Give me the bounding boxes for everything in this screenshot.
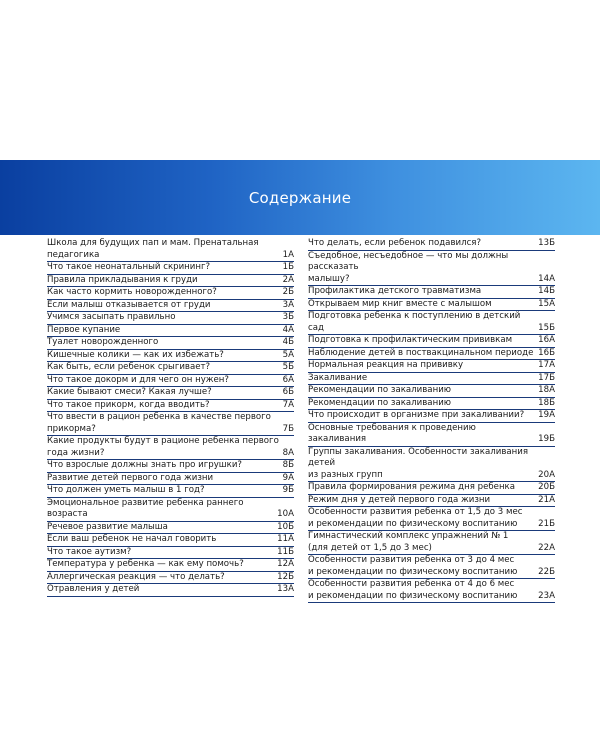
toc-entry[interactable] — [47, 300, 294, 313]
toc-entry-title: Как быть, если ребенок срыгивает? — [47, 362, 211, 372]
toc-entry[interactable] — [308, 555, 555, 579]
toc-entry[interactable] — [47, 498, 294, 522]
toc-entry-title: Что должен уметь малыш в 1 год? — [47, 485, 205, 495]
toc-entry-page: 20А — [538, 469, 555, 480]
toc-entry-page: 18Б — [538, 397, 555, 408]
toc-entry[interactable] — [308, 447, 555, 483]
toc-entry-title: Первое купание — [47, 324, 121, 335]
page-title: Содержание — [248, 188, 352, 207]
toc-entry-page: 22Б — [538, 566, 555, 577]
toc-entry-title: Подготовка к профилактическим прививкам — [308, 335, 513, 345]
toc-entry-title: Если малыш отказывается от груди — [47, 299, 211, 310]
toc-entry-page: 10Б — [277, 521, 294, 532]
toc-entry-page: 5А — [282, 349, 294, 360]
toc-entry[interactable] — [47, 362, 294, 375]
toc-entry-title: Температура у ребенка — как ему помочь? — [47, 559, 244, 569]
toc-entry-title: Речевое развитие малыша — [47, 521, 168, 532]
toc-entry-page: 14А — [538, 273, 555, 284]
toc-entry-page: 3А — [282, 299, 294, 310]
toc-entry-page: 13А — [277, 584, 294, 594]
toc-column-left — [47, 238, 294, 597]
toc-entry-page: 6А — [282, 374, 294, 385]
toc-entry[interactable] — [47, 387, 294, 400]
toc-entry-title: Открываем мир книг вместе с малышом — [308, 298, 492, 309]
toc-entry[interactable] — [47, 460, 294, 473]
toc-entry-title: Основные требования к проведению закаливания — [308, 422, 476, 444]
toc-entry-page: 3Б — [282, 312, 294, 322]
toc-entry-page: 7Б — [282, 423, 294, 434]
toc-entry-page: 2Б — [282, 287, 294, 297]
toc-entry-page: 17А — [538, 360, 555, 370]
toc-entry[interactable] — [47, 312, 294, 325]
toc-entry-title: Что такое прикорм, когда вводить? — [47, 399, 210, 410]
toc-entry-title: Правила формирования режима дня ребенка — [308, 482, 516, 492]
toc-entry[interactable] — [47, 238, 294, 262]
toc-entry[interactable] — [308, 482, 555, 495]
toc-entry[interactable] — [47, 375, 294, 388]
toc-entry[interactable] — [47, 287, 294, 300]
toc-entry[interactable] — [47, 584, 294, 597]
toc-entry-page: 5Б — [282, 362, 294, 372]
toc-entry[interactable] — [308, 423, 555, 447]
toc-entry-page: 16А — [538, 335, 555, 345]
toc-column-right — [308, 238, 555, 603]
toc-entry[interactable] — [47, 275, 294, 288]
toc-entry-page: 1А — [282, 249, 294, 260]
toc-entry[interactable] — [47, 547, 294, 560]
toc-entry-page: 18А — [538, 385, 555, 395]
toc-entry[interactable] — [308, 531, 555, 555]
toc-entry[interactable] — [47, 485, 294, 498]
toc-entry-page: 17Б — [538, 372, 555, 383]
toc-entry-page: 1Б — [282, 262, 294, 272]
toc-entry-title: Как часто кормить новорожденного? — [47, 287, 217, 297]
toc-entry[interactable] — [47, 400, 294, 413]
toc-entry-title: Отравления у детей — [47, 584, 140, 594]
toc-entry-title: Закаливание — [308, 372, 368, 383]
toc-entry-title: Нормальная реакция на прививку — [308, 360, 464, 370]
toc-entry-page: 15А — [538, 298, 555, 309]
toc-entry-page: 9А — [282, 472, 294, 483]
toc-entry-title: Что ввести в рацион ребенка в качестве первого прикорма? — [47, 412, 271, 434]
toc-entry-title: Наблюдение детей в поствакцинальном периоде — [308, 347, 534, 358]
toc-entry[interactable] — [47, 534, 294, 547]
toc-entry-title: Что происходит в организме при закаливании? — [308, 410, 525, 420]
toc-entry-title: Съедобное, несъедобное — что мы должны рассказать малышу? — [308, 250, 509, 284]
toc-entry-page: 12Б — [277, 571, 294, 582]
toc-entry[interactable] — [308, 385, 555, 398]
toc-entry-page: 19А — [538, 410, 555, 420]
toc-entry-title: Профилактика детского травматизма — [308, 286, 482, 296]
header-banner — [0, 160, 600, 235]
toc-entry[interactable] — [47, 522, 294, 535]
toc-entry-title: Особенности развития ребенка от 4 до 6 мес и рекомендации по физическому воспитанию — [308, 579, 518, 601]
toc-entry-page: 8А — [282, 447, 294, 458]
toc-entry-page: 8Б — [282, 460, 294, 470]
toc-entry[interactable] — [47, 325, 294, 338]
toc-entry[interactable] — [47, 436, 294, 460]
toc-entry-title: Особенности развития ребенка от 1,5 до 3 мес и рекомендации по физическому воспитанию — [308, 507, 523, 529]
toc-entry-title: Гимнастический комплекс упражнений № 1 (для детей от 1,5 до 3 мес) — [308, 531, 509, 553]
toc-entry-title: Рекомендации по закаливанию — [308, 385, 452, 395]
toc-entry-page: 2А — [282, 274, 294, 285]
toc-entry[interactable] — [308, 286, 555, 299]
toc-entry-page: 6Б — [282, 387, 294, 397]
toc-entry-title: Какие бывают смеси? Какая лучше? — [47, 387, 212, 397]
toc-entry[interactable] — [47, 473, 294, 486]
toc-entry[interactable] — [47, 262, 294, 275]
toc-entry-page: 10А — [277, 509, 294, 519]
toc-entry[interactable] — [308, 238, 555, 251]
toc-entry[interactable] — [308, 360, 555, 373]
toc-entry-title: Аллергическая реакция — что делать? — [47, 571, 225, 582]
toc-entry-title: Что такое докорм и для чего он нужен? — [47, 374, 229, 385]
toc-entry-page: 20Б — [538, 482, 555, 492]
toc-entry-title: Эмоциональное развитие ребенка раннего возраста — [47, 497, 244, 519]
toc-entry-page: 21Б — [538, 518, 555, 529]
toc-entry[interactable] — [308, 335, 555, 348]
toc-entry[interactable] — [308, 398, 555, 411]
toc-entry-title: Рекомендации по закаливанию — [308, 397, 452, 408]
toc-entry[interactable] — [47, 559, 294, 572]
toc-entry-title: Правила прикладывания к груди — [47, 274, 198, 285]
toc-entry-page: 22А — [538, 542, 555, 553]
toc-entry[interactable] — [308, 495, 555, 508]
toc-entry-page: 16Б — [538, 347, 555, 358]
toc-entry[interactable] — [308, 348, 555, 361]
toc-entry-page: 14Б — [538, 286, 555, 296]
toc-entry[interactable] — [47, 350, 294, 363]
toc-entry-title: Что такое аутизм? — [47, 546, 132, 557]
toc-entry[interactable] — [47, 572, 294, 585]
toc-entry-title: Режим дня у детей первого года жизни — [308, 494, 491, 505]
toc-entry-title: Развитие детей первого года жизни — [47, 472, 214, 483]
toc-entry[interactable] — [308, 299, 555, 312]
toc-entry-page: 23А — [538, 590, 555, 601]
toc-entry-page: 19Б — [538, 434, 555, 444]
toc-entry-page: 15Б — [538, 322, 555, 333]
toc-entry-page: 21А — [538, 494, 555, 505]
toc-entry-title: Если ваш ребенок не начал говорить — [47, 534, 217, 544]
toc-entry[interactable] — [308, 373, 555, 386]
toc-entry-page: 9Б — [282, 485, 294, 495]
toc-entry-title: Что такое неонатальный скрининг? — [47, 262, 211, 272]
toc-entry-page: 11А — [277, 534, 294, 544]
toc-entry-title: Какие продукты будут в рационе ребенка первого года жизни? — [47, 436, 279, 458]
toc-entry-page: 4Б — [282, 337, 294, 347]
toc-entry-title: Туалет новорожденного — [47, 337, 159, 347]
toc-entry-page: 4А — [282, 324, 294, 335]
toc-entry-page: 12А — [277, 559, 294, 569]
toc-entry-page: 11Б — [277, 546, 294, 557]
toc-entry-page: 7А — [282, 399, 294, 410]
toc-entry-title: Группы закаливания. Особенности закаливания детей из разных групп — [308, 446, 529, 480]
toc-entry-title: Школа для будущих пап и мам. Пренатальная педагогика — [47, 238, 259, 260]
toc-entry-title: Что делать, если ребенок подавился? — [308, 238, 482, 248]
toc-entry[interactable] — [47, 337, 294, 350]
toc-entry-title: Особенности развития ребенка от 3 до 4 мес и рекомендации по физическому воспитанию — [308, 555, 518, 577]
toc-entry[interactable] — [308, 507, 555, 531]
toc-entry-title: Подготовка ребенка к поступлению в детский сад — [308, 311, 521, 333]
toc-entry[interactable] — [308, 410, 555, 423]
toc-entry[interactable] — [308, 311, 555, 335]
toc-entry[interactable] — [308, 251, 555, 287]
toc-entry-title: Учимся засыпать правильно — [47, 312, 176, 322]
toc-entry-title: Кишечные колики — как их избежать? — [47, 349, 224, 360]
toc-entry[interactable] — [47, 412, 294, 436]
toc-entry-page: 13Б — [538, 238, 555, 248]
toc-entry-title: Что взрослые должны знать про игрушки? — [47, 460, 242, 470]
toc-entry[interactable] — [308, 579, 555, 603]
